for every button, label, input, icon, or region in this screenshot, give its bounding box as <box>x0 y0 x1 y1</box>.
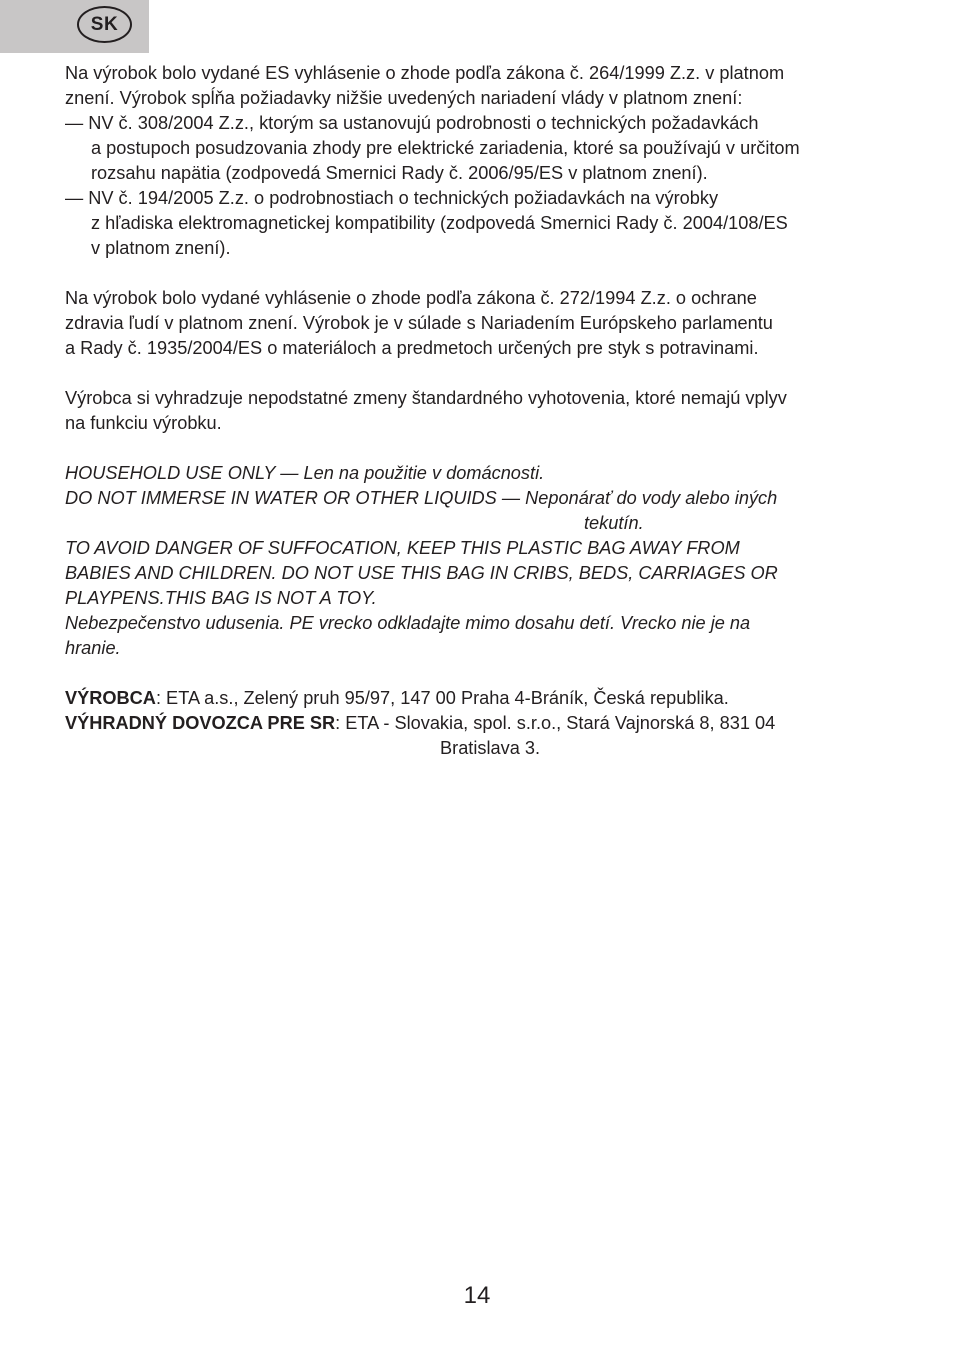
page-number: 14 <box>463 1282 491 1309</box>
manufacturer-value: : ETA a.s., Zelený pruh 95/97, 147 00 Praha 4-Bráník, Česká republika. <box>155 688 729 708</box>
immerse-warning-cont: tekutín. <box>584 513 644 533</box>
conformity-declaration-es <box>65 61 905 261</box>
regulation-item-2-cont: z hľadiska elektromagnetickej kompatibility (zodpovedá Smernici Rady č. 2004/108/ES <box>91 213 788 233</box>
regulation-item-1-cont: rozsahu napätia (zodpovedá Smernici Rady č. 2006/95/ES v platnom znení). <box>91 163 708 183</box>
language-badge: SK <box>77 6 132 43</box>
suffocation-warning: TO AVOID DANGER OF SUFFOCATION, KEEP THIS PLASTIC BAG AWAY FROM <box>65 538 740 558</box>
document-body <box>65 61 905 761</box>
paragraph-line: znení. Výrobok spĺňa požiadavky nižšie uvedených nariadení vlády v platnom znení: <box>65 88 743 108</box>
suffocation-warning: PLAYPENS.THIS BAG IS NOT A TOY. <box>65 588 377 608</box>
paragraph-line: Na výrobok bolo vydané vyhlásenie o zhode podľa zákona č. 272/1994 Z.z. o ochrane <box>65 288 757 308</box>
regulation-item-2-cont: v platnom znení). <box>91 238 231 258</box>
household-warning: HOUSEHOLD USE ONLY — Len na použitie v domácnosti. <box>65 463 545 483</box>
language-tab <box>0 0 149 53</box>
manufacturer-label: VÝROBCA <box>65 688 156 708</box>
manufacturer-reservation <box>65 386 905 436</box>
regulation-item-1-cont: a postupoch posudzovania zhody pre elektrické zariadenia, ktoré sa používajú v určitom <box>91 138 800 158</box>
manufacturer-line <box>65 686 905 711</box>
suffocation-warning-sk: hranie. <box>65 638 121 658</box>
paragraph-line: zdravia ľudí v platnom znení. Výrobok je v súlade s Nariadením Európskeho parlamentu <box>65 313 773 333</box>
contacts-block <box>65 686 905 761</box>
importer-value: : ETA - Slovakia, spol. s.r.o., Stará Vajnorská 8, 831 04 <box>335 713 776 733</box>
importer-line <box>65 711 905 736</box>
paragraph-line: na funkciu výrobku. <box>65 413 222 433</box>
conformity-declaration-food <box>65 286 905 361</box>
paragraph-line: Výrobca si vyhradzuje nepodstatné zmeny štandardného vyhotovenia, ktoré nemajú vplyv <box>65 388 787 408</box>
suffocation-warning-sk: Nebezpečenstvo udusenia. PE vrecko odkladajte mimo dosahu detí. Vrecko nie je na <box>65 613 751 633</box>
warnings-block <box>65 461 905 661</box>
paragraph-line: Na výrobok bolo vydané ES vyhlásenie o zhode podľa zákona č. 264/1999 Z.z. v platnom <box>65 63 785 83</box>
suffocation-warning: BABIES AND CHILDREN. DO NOT USE THIS BAG IN CRIBS, BEDS, CARRIAGES OR <box>65 563 778 583</box>
paragraph-line: a Rady č. 1935/2004/ES o materiáloch a predmetoch určených pre styk s potravinami. <box>65 338 759 358</box>
regulation-item-1: — NV č. 308/2004 Z.z., ktorým sa ustanovujú podrobnosti o technických požadavkách <box>65 113 759 133</box>
importer-value-cont: Bratislava 3. <box>440 738 541 758</box>
regulation-item-2: — NV č. 194/2005 Z.z. o podrobnostiach o technických požiadavkách na výrobky <box>65 188 719 208</box>
immerse-warning: DO NOT IMMERSE IN WATER OR OTHER LIQUIDS — Neponárať do vody alebo iných <box>65 488 778 508</box>
importer-label: VÝHRADNÝ DOVOZCA PRE SR <box>65 713 336 733</box>
